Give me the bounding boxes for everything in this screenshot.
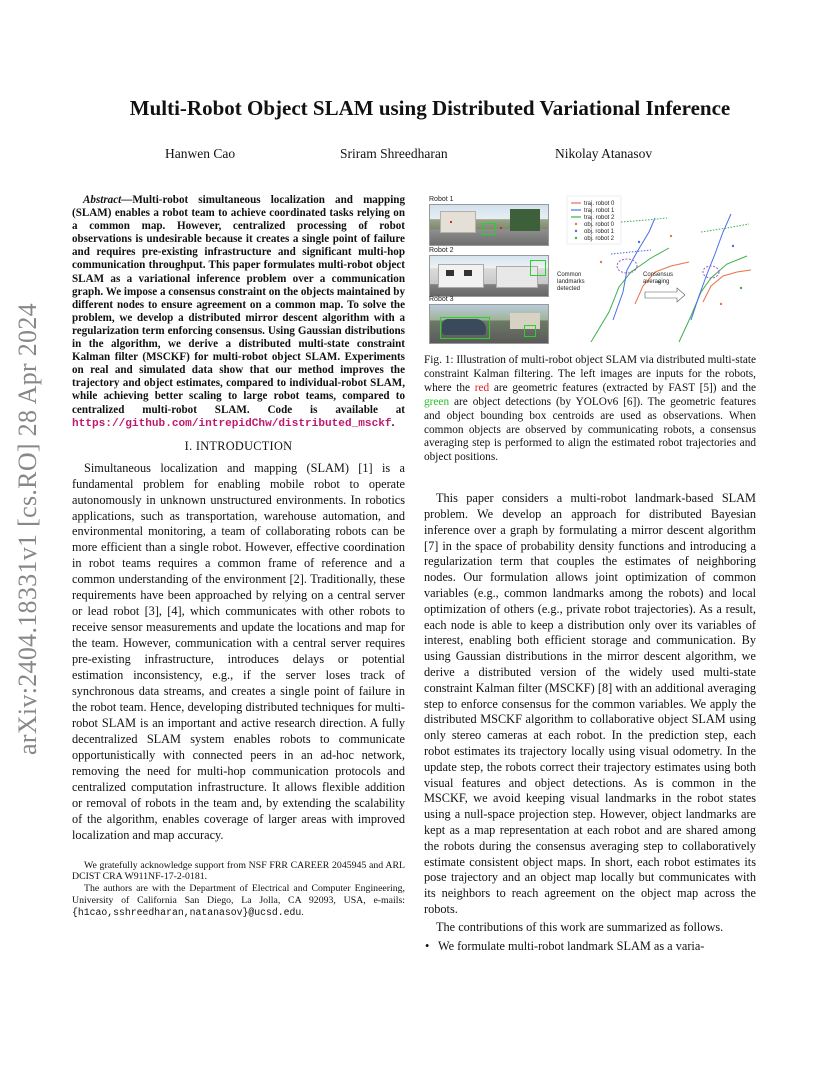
figure-1	[425, 192, 755, 348]
legend-label: traj. robot 0	[584, 201, 615, 207]
plot-legend	[567, 196, 621, 244]
annotation-text: averaging	[643, 279, 670, 285]
author-name: Nikolay Atanasov	[555, 146, 653, 161]
footnote: We gratefully acknowledge support from NSF FRR CAREER 2045945 and ARL DCIST CRA W911NF-17-2-0181.	[72, 859, 405, 883]
legend-label: obj. robot 2	[584, 236, 615, 242]
legend-label: traj. robot 2	[584, 215, 615, 221]
robot-3-image	[429, 304, 549, 344]
annotation-text: Common	[557, 272, 582, 278]
legend-swatch	[575, 230, 577, 232]
legend-label: traj. robot 1	[584, 208, 615, 214]
body-paragraph: Simultaneous localization and mapping (SLAM) [1] is a fundamental problem for enabling mobile robot to operate autonomously in unknown unstructured environments. In robotics applications, such as transportation, warehouse automation, and environmental monitoring, a team of collaborating robots can be more efficient than a single robot. However, effective coordination in robot teams requires a common frame of reference and a common understanding of the environment [2]. Traditionally, these requirements have been approached by relying on a central server or lead robot [3], [4], which communicates with other robots to receive sensor measurements and update the locations and map for the team. However, communication with a central server requires pre-existing infrastructure, introduces delays or potential estimation inconsistency, e.g., if the server loses track of synchronous data streams, and creates a single point of failure in the robot team. Hence, developing distributed techniques for multi-robot SLAM is an important and active research direction. A fully decentralized SLAM system enables robots to communicate opportunistically with connected peers in an ad-hoc network, removing the need for multi-hop communication protocols and centralized computation infrastructure. It allows flexible addition or removal of robots in the team and, by extending the scalability of the algorithm, enables coverage of larger areas with improved localization and map accuracy.	[72, 460, 405, 842]
robot-label: Robot 3	[429, 296, 454, 303]
annotation-text: detected	[557, 286, 581, 292]
annotation-text: Consensus	[643, 272, 674, 278]
code-link[interactable]: https://github.com/intrepidChw/distributed_msckf	[72, 417, 392, 430]
robot-1-image	[429, 204, 549, 246]
robot-2-image	[429, 255, 549, 297]
legend-swatch	[575, 237, 577, 239]
section-heading: I. INTRODUCTION	[184, 438, 293, 453]
footnote: The authors are with the Department of Electrical and Computer Engineering, University of California San Diego, La Jolla, CA 92093, USA, e-mails: {h1cao,sshreedharan,natanasov}@ucsd.edu.	[72, 883, 405, 919]
trajectories-after	[679, 214, 751, 342]
figure-caption: Fig. 1: Illustration of multi-robot object SLAM via distributed multi-state constraint Kalman filtering. The left images are inputs for the robots, where the red are geometric features (extracted by FAST [5]) and the green are object detections (by YOLOv6 [6]). The geometric features and object bounding box centroids are used as observations. When common objects are observed by communicating robots, a consensus averaging step is performed to align the estimated robot trajectories and object positions.	[424, 354, 757, 464]
legend-label: obj. robot 0	[584, 222, 615, 228]
annotation-text: landmarks	[557, 279, 585, 285]
body-paragraph: This paper considers a multi-robot landmark-based SLAM problem. We develop an approach for distributed Bayesian inference over a graph by formulating a mirror descent algorithm [7] in the space of probability density functions and introducing a regularization term that couples the estimates of neighboring nodes. Our formulation allows joint optimization of common variables (e.g., common landmarks among the robots) and local optimization of others (e.g., private robot trajectories). As a result, each node is able to keep a distribution only over its variables of interest, enabling both efficient storage and communication. By using Gaussian distributions in the mirror descent algorithm, we derive a distributed version of the widely used multi-state constraint Kalman filter (MSCKF) [8] with an additional averaging step to enforce consensus for the common variables. We apply the distributed MSCKF algorithm to collaborative object SLAM using only stereo cameras at each robot. In the prediction step, each robot estimates its trajectory locally using visual odometry. In the update step, the robots correct their trajectory estimates using both visual features and object detections. As is common in the MSCKF, we avoid keeping visual landmarks in the robot states using a null-space projection step. However, object landmarks are kept as a map representation at each robot and are shared among the robots during the consensus averaging step to collaboratively estimate consistent object maps. In short, each robot estimates its pose trajectory and an object map locally but communicates with its neighbors to reach agreement on the object map across the robots.	[424, 491, 756, 916]
abstract: Abstract—Multi-robot simultaneous localization and mapping (SLAM) enables a robot team to achieve coordinated tasks relying on a common map. However, centralized processing of robot observations is undesirable because it creates a single point of failure and requires pre-existing infrastructure and significant multi-hop communication throughput. This paper formulates multi-robot object SLAM as a variational inference problem over a communication graph. We impose a consensus constraint on the objects maintained by different nodes to ensure agreement on a common map. To solve the problem, we develop a distributed mirror descent algorithm with a regularization term enforcing consensus. Using Gaussian distributions in the algorithm, we derive a distributed multi-state constraint Kalman filter (MSCKF) for multi-robot object SLAM. Experiments on real and simulated data show that our method improves the trajectory and object estimates, compared to individual-robot SLAM, while achieving better scaling to large robot teams, compared to centralized multi-robot SLAM. Code is available at https://github.com/intrepidChw/distributed_msckf.	[72, 194, 405, 430]
author-name: Sriram Shreedharan	[340, 146, 448, 161]
robot-label: Robot 2	[429, 247, 454, 254]
footnote-emails: {h1cao,sshreedharan,natanasov}@ucsd.edu	[72, 907, 302, 919]
right-column	[424, 354, 756, 955]
legend-swatch	[575, 223, 577, 225]
trajectory-plot	[551, 192, 755, 348]
paper-title: Multi-Robot Object SLAM using Distributed Variational Inference	[129, 96, 731, 120]
left-column	[72, 194, 405, 919]
author-name: Hanwen Cao	[165, 146, 236, 161]
robot-label: Robot 1	[429, 196, 454, 203]
contribution-bullet: • We formulate multi-robot landmark SLAM as a varia-	[424, 939, 756, 955]
body-paragraph: The contributions of this work are summarized as follows.	[436, 919, 724, 934]
legend-label: obj. robot 1	[584, 229, 615, 235]
consensus-arrow	[645, 288, 685, 302]
arxiv-identifier: arXiv:2404.18331v1 [cs.RO] 28 Apr 2024	[13, 303, 42, 755]
